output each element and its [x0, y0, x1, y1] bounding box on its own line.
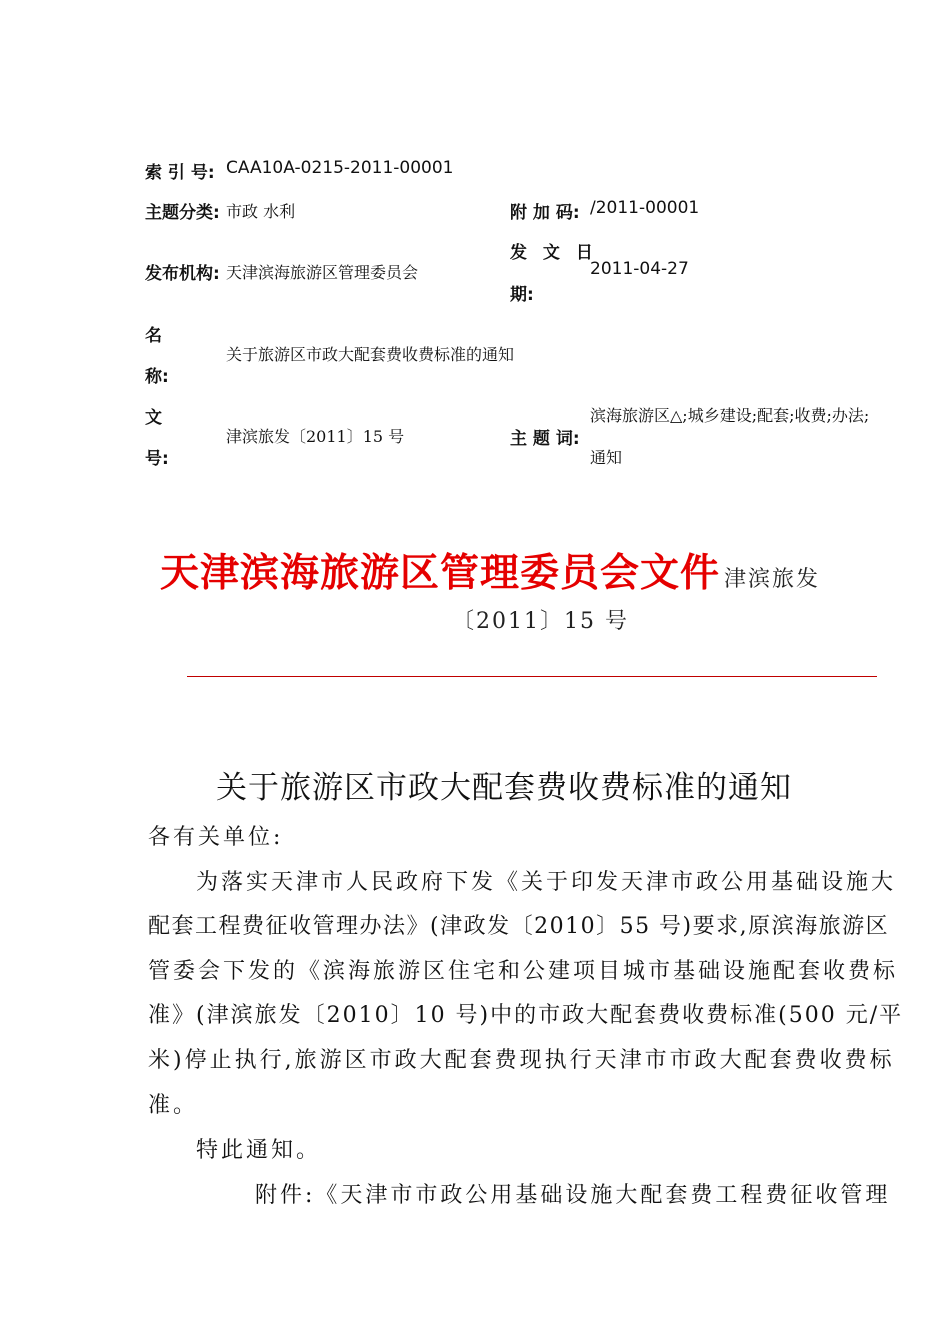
category-value: 市政 水利: [226, 202, 296, 221]
docno-label-line1: 文: [145, 408, 162, 428]
keywords-line1: 滨海旅游区△;城乡建设;配套;收费;办法;: [590, 406, 870, 425]
publisher-label: 发布机构:: [145, 264, 220, 284]
body-line-3: 管委会下发的《滨海旅游区住宅和公建项目城市基础设施配套收费标: [148, 959, 899, 984]
header-docno-part2: 〔2011〕15 号: [452, 609, 629, 634]
extra-code-value: /2011-00001: [590, 198, 700, 218]
name-label-line1: 名: [145, 326, 162, 346]
closing-text: 特此通知。: [196, 1138, 322, 1163]
header-docno-part1: 津滨旅发: [724, 567, 821, 592]
name-value: 关于旅游区市政大配套费收费标准的通知: [226, 345, 515, 364]
extra-code-label: 附 加 码:: [510, 203, 580, 223]
name-label-line2: 称:: [145, 367, 169, 387]
docno-label-line2: 号:: [145, 449, 169, 469]
keywords-label: 主 题 词:: [510, 429, 580, 449]
red-header-title: 天津滨海旅游区管理委员会文件: [160, 551, 721, 596]
attachment-text: 附件:《天津市市政公用基础设施大配套费工程费征收管理: [255, 1183, 891, 1208]
publisher-value: 天津滨海旅游区管理委员会: [226, 263, 419, 282]
body-line-1: 为落实天津市人民政府下发《关于印发天津市政公用基础设施大: [196, 870, 897, 895]
red-divider: [187, 676, 877, 677]
docno-value: 津滨旅发〔2011〕15 号: [226, 427, 405, 446]
salutation: 各有关单位:: [148, 825, 284, 850]
issue-date-value: 2011-04-27: [590, 259, 689, 279]
notice-title: 关于旅游区市政大配套费收费标准的通知: [216, 770, 792, 806]
index-number-label: 索 引 号:: [145, 163, 215, 183]
issue-date-label-line2: 期:: [510, 285, 534, 305]
keywords-line2: 通知: [590, 448, 623, 467]
category-label: 主题分类:: [145, 203, 220, 223]
red-header: [160, 542, 820, 598]
index-number-value: CAA10A-0215-2011-00001: [226, 158, 454, 178]
body-line-2: 配套工程费征收管理办法》(津政发〔2010〕55 号)要求,原滨海旅游区: [148, 914, 890, 939]
body-line-5: 米)停止执行,旅游区市政大配套费现执行天津市市政大配套费收费标: [148, 1048, 895, 1073]
issue-date-label-line1: 发 文 日: [510, 243, 598, 263]
body-line-6: 准。: [148, 1093, 199, 1118]
body-line-4: 准》(津滨旅发〔2010〕10 号)中的市政大配套费收费标准(500 元/平: [148, 1003, 904, 1028]
